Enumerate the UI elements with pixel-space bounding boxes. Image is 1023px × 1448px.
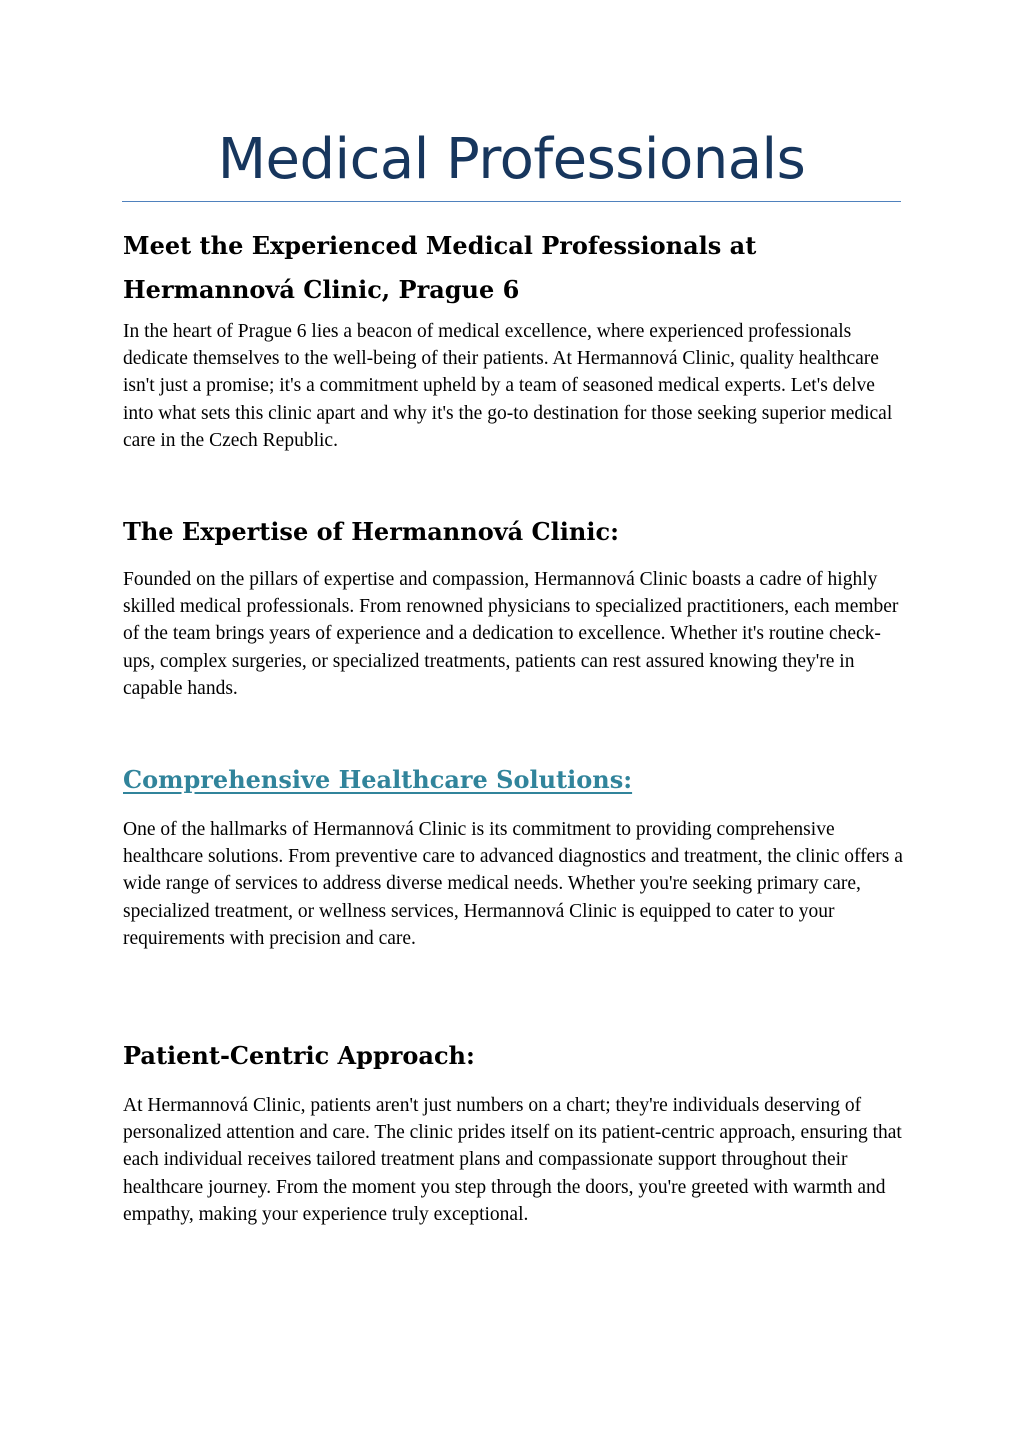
title-divider [122,201,901,202]
section-heading-expertise: The Expertise of Hermannová Clinic: [123,517,619,546]
section-body-expertise: Founded on the pillars of expertise and compassion, Hermannová Clinic boasts a cadre of highly skilled medical professionals. From renowned physicians to specialized practitioners, each member of the team brings years of experience and a dedication to excellence. Whether it's routine check-ups, complex surgeries, or specialized treatments, patients can rest assured knowing they're in capable hands. [123,569,899,699]
section-body-solutions: One of the hallmarks of Hermannová Clinic is its commitment to providing comprehensive healthcare solutions. From preventive care to advanced diagnostics and treatment, the clinic offers a wide range of services to address diverse medical needs. Whether you're seeking primary care, specialized treatment, or wellness services, Hermannová Clinic is equipped to cater to your requirements with precision and care. [123,819,903,949]
section-body-intro: In the heart of Prague 6 lies a beacon of medical excellence, where experienced professionals dedicate themselves to the well-being of their patients. At Hermannová Clinic, quality healthcare isn't just a promise; it's a commitment upheld by a team of seasoned medical experts. Let's delve into what sets this clinic apart and why it's the go-to destination for those seeking superior medical care in the Czech Republic. [123,321,893,451]
section-heading-solutions-link[interactable]: Comprehensive Healthcare Solutions: [123,765,633,794]
section-heading-intro: Meet the Experienced Medical Professionals at Hermannová Clinic, Prague 6 [123,231,757,304]
page-title: Medical Professionals [217,127,806,192]
section-heading-approach: Patient-Centric Approach: [123,1041,475,1070]
section-body-approach: At Hermannová Clinic, patients aren't just numbers on a chart; they're individuals deserving of personalized attention and care. The clinic prides itself on its patient-centric approach, ensuring that each individual receives tailored treatment plans and compassionate support throughout their healthcare journey. From the moment you step through the doors, you're greeted with warmth and empathy, making your experience truly exceptional. [123,1095,902,1225]
